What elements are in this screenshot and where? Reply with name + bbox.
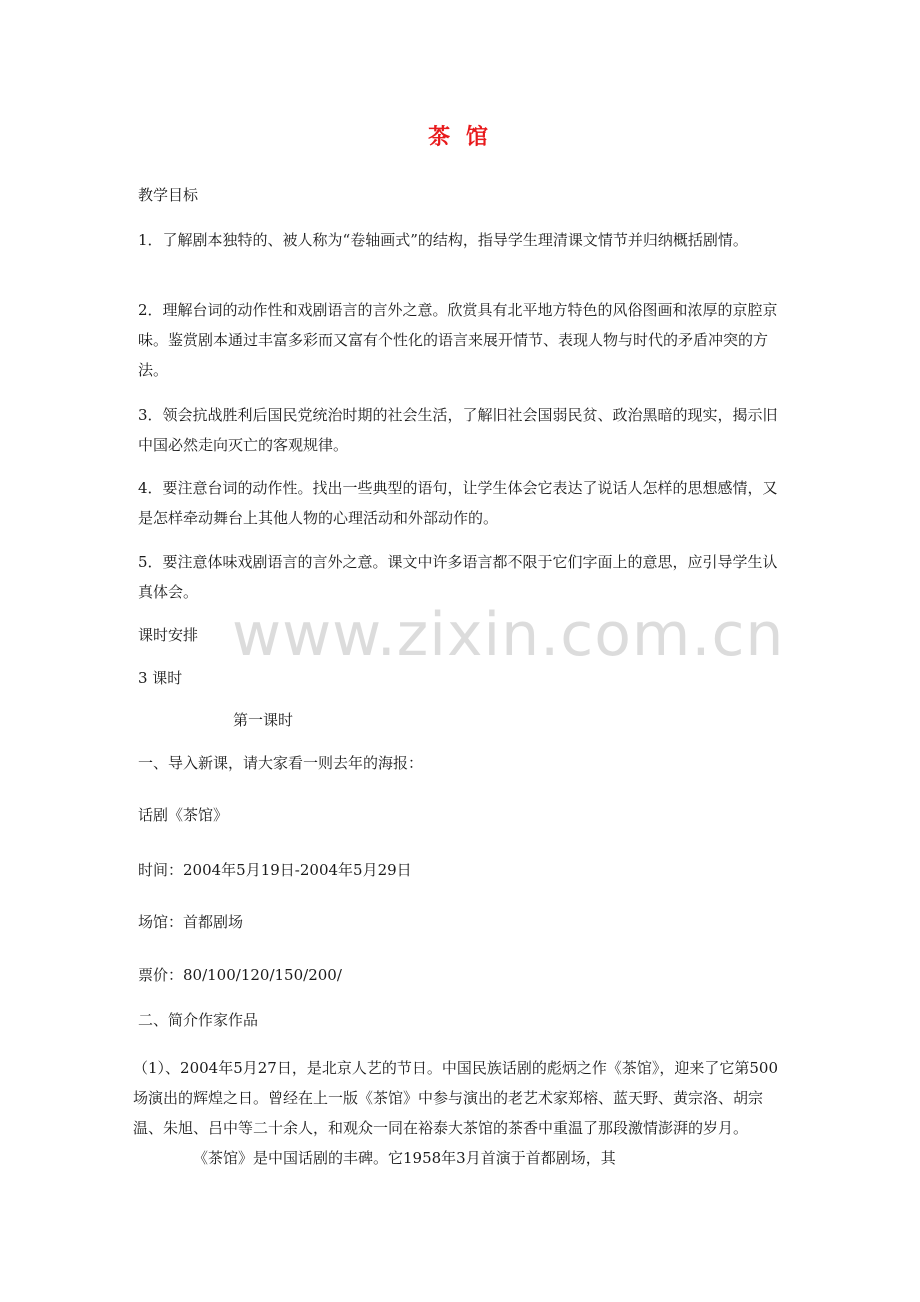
section-schedule-heading: 课时安排 bbox=[138, 626, 199, 644]
goal-item-4: 4．要注意台词的动作性。找出一些典型的语句，让学生体会它表达了说话人怎样的思想感情，又是怎样牵动舞台上其他人物的心理活动和外部动作的。 bbox=[138, 479, 778, 527]
page-title: 茶 馆 bbox=[428, 125, 492, 150]
author-heading: 二、简介作家作品 bbox=[138, 1011, 259, 1029]
poster-play: 话剧《茶馆》 bbox=[138, 806, 229, 824]
watermark: www.zixin.com.cn bbox=[232, 600, 785, 670]
poster-time: 时间：2004年5月19日-2004年5月29日 bbox=[138, 861, 412, 879]
goal-item-3: 3．领会抗战胜利后国民党统治时期的社会生活，了解旧社会国弱民贫、政治黑暗的现实，揭示旧中国必然走向灭亡的客观规律。 bbox=[138, 406, 778, 454]
goal-item-2: 2．理解台词的动作性和戏剧语言的言外之意。欣赏具有北平地方特色的风俗图画和浓厚的京腔京味。鉴赏剧本通过丰富多彩而又富有个性化的语言来展开情节、表现人物与时代的矛盾冲突的方法。 bbox=[138, 301, 778, 379]
author-paragraph-part-1: （1）、2004年5月27日，是北京人艺的节日。中国民族话剧的彪炳之作《茶馆》，迎来了它第500场演出的辉煌之日。曾经在上一版《茶馆》中参与演出的老艺术家郑榕、蓝天野、黄宗洛、胡宗温、朱旭、吕中等二十余人，和观众一同在裕泰大茶馆的茶香中重温了那段激情澎湃的岁月。 bbox=[133, 1059, 778, 1137]
intro-heading: 一、导入新课，请大家看一则去年的海报： bbox=[138, 754, 424, 772]
lesson-one-heading: 第一课时 bbox=[233, 711, 294, 729]
poster-venue: 场馆：首都剧场 bbox=[138, 913, 244, 931]
poster-price: 票价：80/100/120/150/200/ bbox=[138, 966, 342, 984]
goal-item-5: 5．要注意体味戏剧语言的言外之意。课文中许多语言都不限于它们字面上的意思，应引导学生认真体会。 bbox=[138, 553, 778, 601]
schedule-value: 3 课时 bbox=[138, 669, 183, 687]
author-paragraph-part-2: 《茶馆》是中国话剧的丰碑。它1958年3月首演于首都剧场，其 bbox=[193, 1149, 616, 1167]
section-goals-heading: 教学目标 bbox=[138, 186, 199, 204]
goal-item-1: 1．了解剧本独特的、被人称为“卷轴画式”的结构，指导学生理清课文情节并归纳概括剧情。 bbox=[138, 231, 748, 249]
author-paragraph bbox=[133, 1053, 789, 1173]
